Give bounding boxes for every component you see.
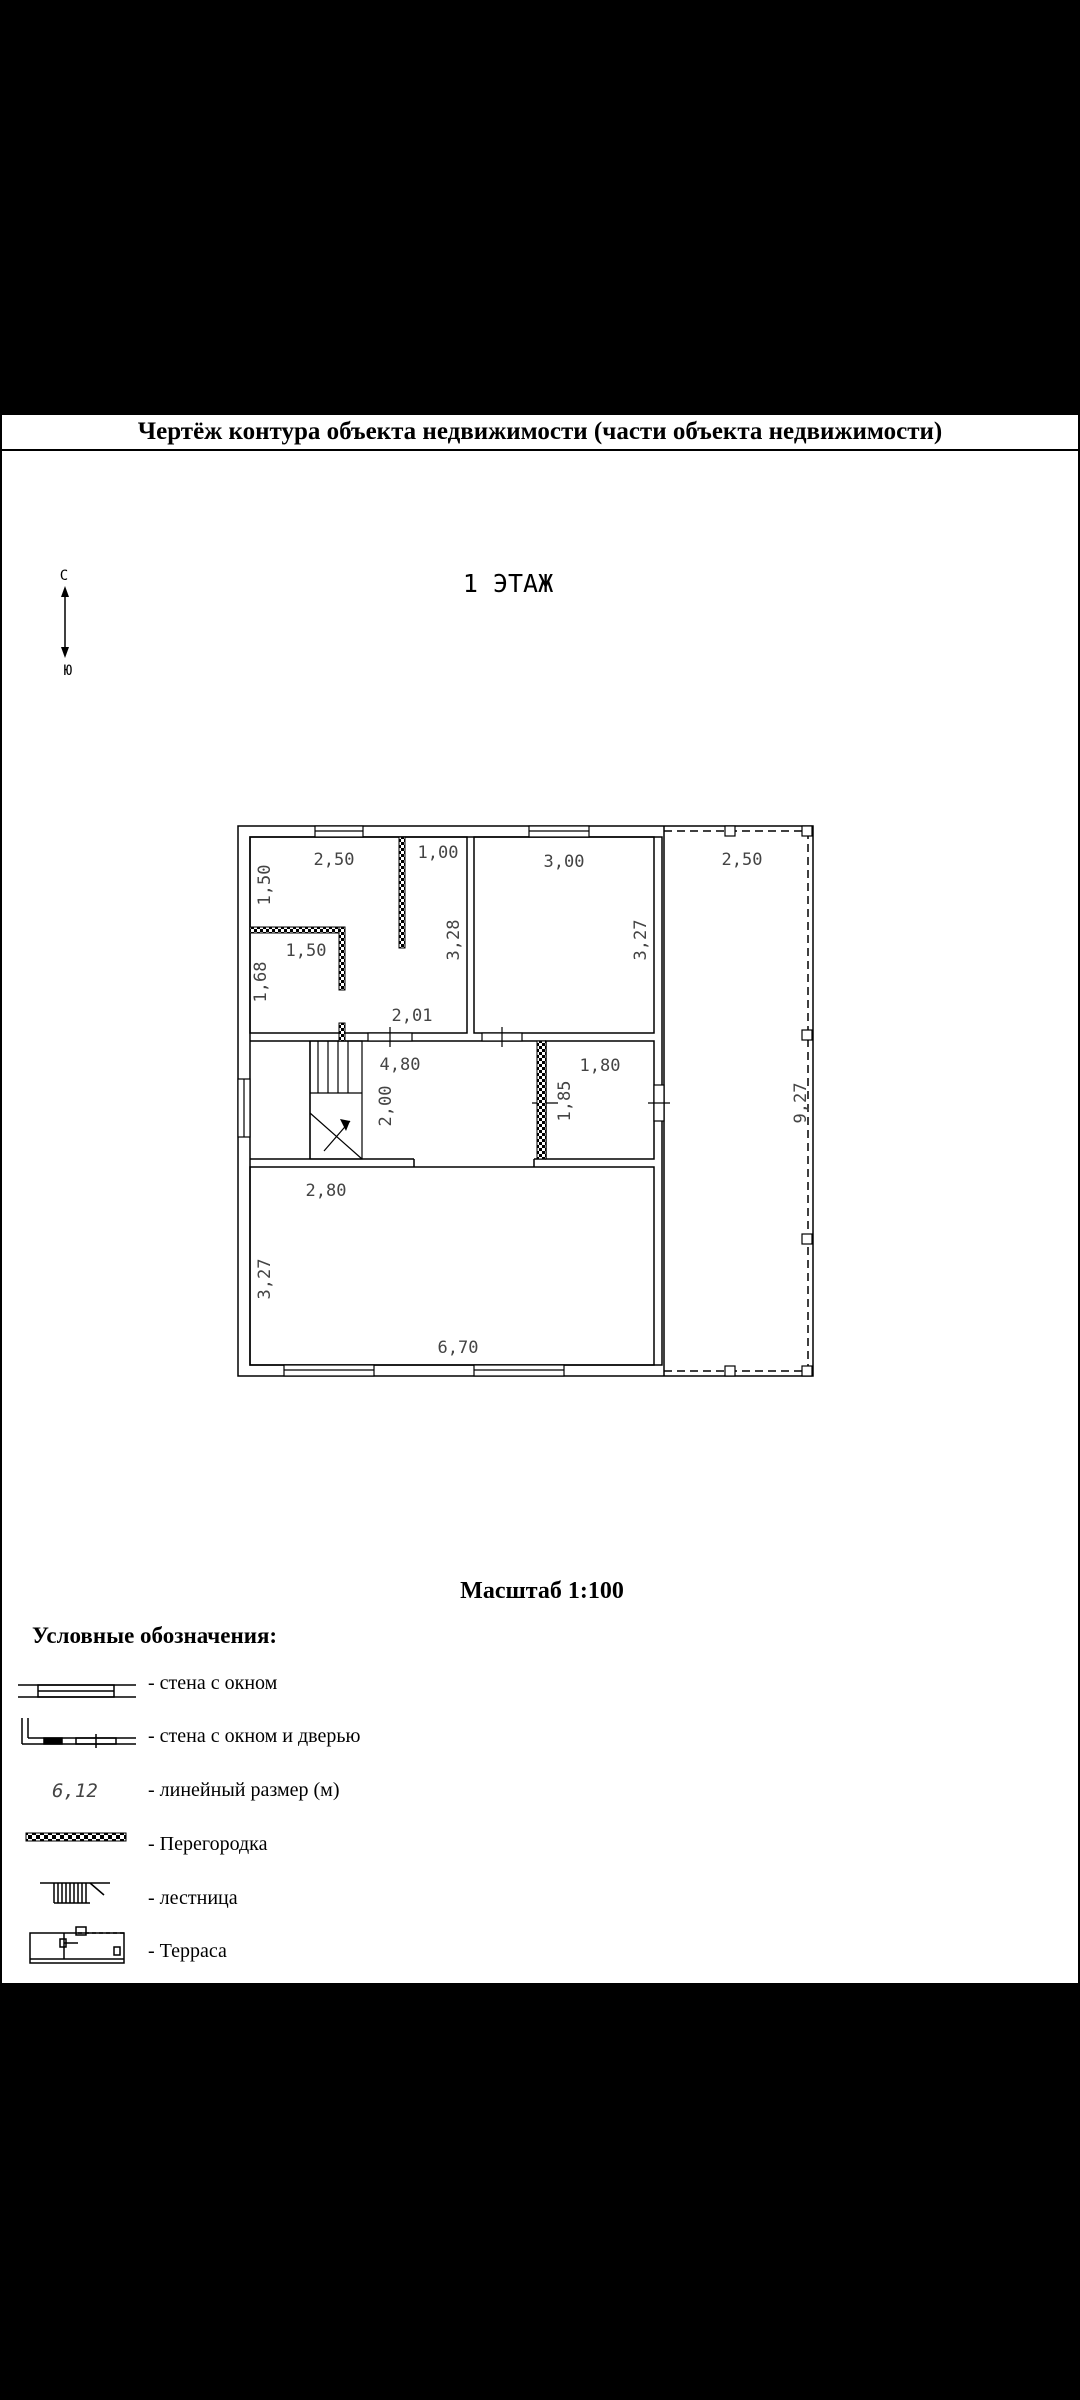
window-top-left [315,826,363,837]
legend-label: - линейный размер (м) [148,1779,340,1801]
terrace [664,831,808,1371]
dimension-label: 1,68 [251,961,271,1003]
legend-label: - Перегородка [148,1833,268,1855]
dimension-label: 1,50 [285,941,327,961]
linear-dimension-icon: 6,12 [52,1780,98,1802]
dimension-label: 4,80 [379,1055,421,1075]
outer-wall-inner [250,837,662,1365]
partitions [250,837,546,1159]
legend-title: Условные обозначения: [32,1623,278,1648]
legend-label: - стена с окном [148,1672,278,1694]
partition-vertical-bottom [339,1023,345,1041]
wall-with-window-icon [16,1677,141,1703]
dimension-label: 1,00 [417,843,459,863]
dimension-label: 3,27 [255,1258,275,1300]
partition-vertical-mid [339,927,345,990]
window-bottom-right [474,1365,564,1376]
dimension-label: 2,50 [313,850,355,870]
floor-label: 1 ЭТАЖ [462,569,554,598]
window-top-right [529,826,589,837]
dimension-label: 3,27 [631,919,651,961]
stairs-icon [16,1879,141,1909]
dimension-label: 1,80 [579,1056,621,1076]
dimension-label: 9,27 [791,1082,811,1124]
partition-icon [16,1831,141,1845]
partition-vertical-top [399,837,405,948]
window-left-wall [238,1079,250,1137]
door-top-right [482,1027,522,1047]
room-top-left [250,837,467,1033]
compass-south-label: Ю [63,663,73,679]
compass-icon [60,568,73,679]
floor-plan [2,413,1080,1563]
window-bottom-left [284,1365,374,1376]
door-top-left [368,1027,412,1047]
dimension-label: 2,80 [305,1181,347,1201]
dimension-label: 3,00 [543,852,585,872]
dimension-label: 2,00 [376,1085,396,1127]
drawing-sheet [0,413,1080,1983]
legend-label: - стена с окном и дверью [148,1725,361,1747]
compass-north-label: С [59,568,69,584]
dimension-label: 1,50 [255,864,275,906]
dimension-label: 6,70 [437,1338,479,1358]
scale-label: Масштаб 1:100 [460,1578,624,1604]
dimension-label: 2,01 [391,1006,433,1026]
dimension-label: 1,85 [555,1080,575,1122]
drawing-title: Чертёж контура объекта недвижимости (части объекта недвижимости) [2,413,1078,451]
door-right-small [648,1085,670,1121]
outer-wall-outer [238,826,813,1376]
terrace-icon [16,1925,141,1967]
partition-horizontal [250,927,345,933]
wall-with-window-and-door-icon [16,1716,141,1748]
legend-label: - лестница [148,1887,238,1909]
partition-right-room [537,1041,546,1159]
dimension-label: 2,50 [721,850,763,870]
staircase [310,1041,362,1159]
legend-label: - Терраса [148,1940,227,1962]
dimension-label: 3,28 [444,919,464,961]
